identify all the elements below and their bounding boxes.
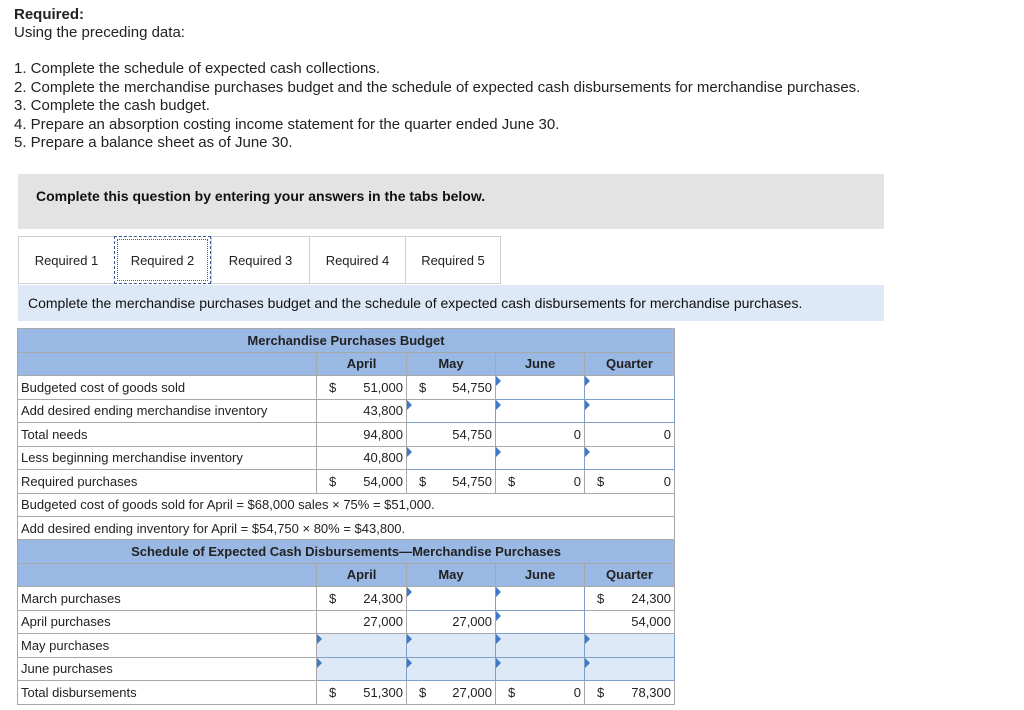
note-text: Budgeted cost of goods sold for April = $68,000 sales × 75% = $51,000.	[18, 493, 675, 517]
tab-required-1[interactable]: Required 1	[18, 236, 114, 284]
input-june[interactable]	[496, 399, 585, 423]
cell-value: 0	[573, 473, 581, 489]
requirements-list	[14, 60, 860, 153]
cell-value: 51,300	[363, 684, 403, 700]
cell-may: 54,750	[407, 423, 496, 447]
banner-text: Complete this question by entering your answers in the tabs below.	[36, 188, 486, 204]
table-row	[18, 681, 675, 705]
cell-april: 40,800	[317, 446, 407, 470]
input-june[interactable]	[496, 446, 585, 470]
cell-value: 24,300	[631, 590, 671, 606]
row-label: Total disbursements	[18, 681, 317, 705]
cell-april	[317, 376, 407, 400]
disbursements-title: Schedule of Expected Cash Disbursements—Merchandise Purchases	[18, 540, 675, 564]
table-row	[18, 423, 675, 447]
purchases-budget-table	[17, 328, 675, 541]
cell-may	[407, 376, 496, 400]
currency-symbol: $	[329, 473, 337, 489]
cell-value: 0	[573, 684, 581, 700]
input-may[interactable]	[407, 657, 496, 681]
tab-required-3[interactable]: Required 3	[211, 236, 309, 284]
cell-quarter	[585, 587, 675, 611]
requirement-item: 3. Complete the cash budget.	[14, 97, 210, 114]
input-june[interactable]	[496, 587, 585, 611]
currency-symbol: $	[419, 379, 427, 395]
col-april: April	[317, 352, 407, 376]
currency-symbol: $	[329, 379, 337, 395]
purchases-budget-title: Merchandise Purchases Budget	[18, 329, 675, 353]
row-label: Less beginning merchandise inventory	[18, 446, 317, 470]
requirement-item: 1. Complete the schedule of expected cash collections.	[14, 60, 381, 77]
row-label: Budgeted cost of goods sold	[18, 376, 317, 400]
instructions-banner	[18, 174, 884, 229]
cell-value: 24,300	[363, 590, 403, 606]
requirement-item: 4. Prepare an absorption costing income statement for the quarter ended June 30.	[14, 115, 560, 133]
cell-june	[496, 681, 585, 705]
input-june[interactable]	[496, 657, 585, 681]
currency-symbol: $	[597, 590, 605, 606]
col-quarter: Quarter	[585, 352, 675, 376]
table-row	[18, 634, 675, 658]
tab-required-5[interactable]: Required 5	[405, 236, 501, 284]
table-row	[18, 446, 675, 470]
currency-symbol: $	[419, 684, 427, 700]
cell-april	[317, 681, 407, 705]
col-april: April	[317, 563, 407, 587]
cell-quarter	[585, 470, 675, 494]
cell-april	[317, 470, 407, 494]
input-april[interactable]	[317, 634, 407, 658]
cell-value: 54,750	[452, 473, 492, 489]
input-may[interactable]	[407, 587, 496, 611]
table-row	[18, 657, 675, 681]
table-row	[18, 470, 675, 494]
currency-symbol: $	[597, 684, 605, 700]
input-june[interactable]	[496, 376, 585, 400]
table-row	[18, 376, 675, 400]
cell-april: 94,800	[317, 423, 407, 447]
col-june: June	[496, 563, 585, 587]
input-quarter[interactable]	[585, 376, 675, 400]
cell-may	[407, 681, 496, 705]
input-quarter[interactable]	[585, 446, 675, 470]
required-heading: Required:	[14, 6, 85, 23]
currency-symbol: $	[419, 473, 427, 489]
col-june: June	[496, 352, 585, 376]
currency-symbol: $	[508, 684, 516, 700]
input-april[interactable]	[317, 657, 407, 681]
requirement-item: 5. Prepare a balance sheet as of June 30.	[14, 134, 293, 151]
input-may[interactable]	[407, 399, 496, 423]
tab-instruction: Complete the merchandise purchases budget and the schedule of expected cash disbursements for merchandise purchases.	[18, 285, 884, 321]
currency-symbol: $	[597, 473, 605, 489]
note-text: Add desired ending inventory for April = $54,750 × 80% = $43,800.	[18, 517, 675, 541]
cell-may	[407, 470, 496, 494]
currency-symbol: $	[329, 590, 337, 606]
disbursements-table	[17, 539, 675, 705]
col-may: May	[407, 563, 496, 587]
row-label: June purchases	[18, 657, 317, 681]
currency-symbol: $	[329, 684, 337, 700]
cell-value: 27,000	[452, 684, 492, 700]
row-label: March purchases	[18, 587, 317, 611]
cell-quarter: 54,000	[585, 610, 675, 634]
input-june[interactable]	[496, 610, 585, 634]
requirement-item: 2. Complete the merchandise purchases budget and the schedule of expected cash disbursements for merchandise purchases.	[14, 78, 861, 96]
table-row	[18, 587, 675, 611]
cell-value: 51,000	[363, 379, 403, 395]
input-quarter[interactable]	[585, 399, 675, 423]
input-may[interactable]	[407, 634, 496, 658]
input-june[interactable]	[496, 634, 585, 658]
tab-required-2[interactable]: Required 2	[114, 236, 211, 284]
cell-value: 54,000	[363, 473, 403, 489]
cell-april	[317, 587, 407, 611]
row-label: Add desired ending merchandise inventory	[18, 399, 317, 423]
cell-june: 0	[496, 423, 585, 447]
cell-value: 0	[663, 473, 672, 489]
tab-required-4[interactable]: Required 4	[309, 236, 405, 284]
table-row	[18, 610, 675, 634]
requirement-tabs	[18, 236, 501, 284]
input-quarter[interactable]	[585, 634, 675, 658]
col-quarter: Quarter	[585, 563, 675, 587]
input-may[interactable]	[407, 446, 496, 470]
cell-june	[496, 470, 585, 494]
header-blank	[18, 563, 317, 587]
header-blank	[18, 352, 317, 376]
required-subtitle: Using the preceding data:	[14, 24, 185, 41]
row-label: May purchases	[18, 634, 317, 658]
cell-april: 27,000	[317, 610, 407, 634]
table-row	[18, 399, 675, 423]
input-quarter[interactable]	[585, 657, 675, 681]
currency-symbol: $	[508, 473, 516, 489]
cell-may: 27,000	[407, 610, 496, 634]
cell-quarter: 0	[585, 423, 675, 447]
row-label: April purchases	[18, 610, 317, 634]
cell-april: 43,800	[317, 399, 407, 423]
cell-quarter	[585, 681, 675, 705]
cell-value: 78,300	[631, 684, 671, 700]
row-label: Total needs	[18, 423, 317, 447]
row-label: Required purchases	[18, 470, 317, 494]
cell-value: 54,750	[452, 379, 492, 395]
col-may: May	[407, 352, 496, 376]
